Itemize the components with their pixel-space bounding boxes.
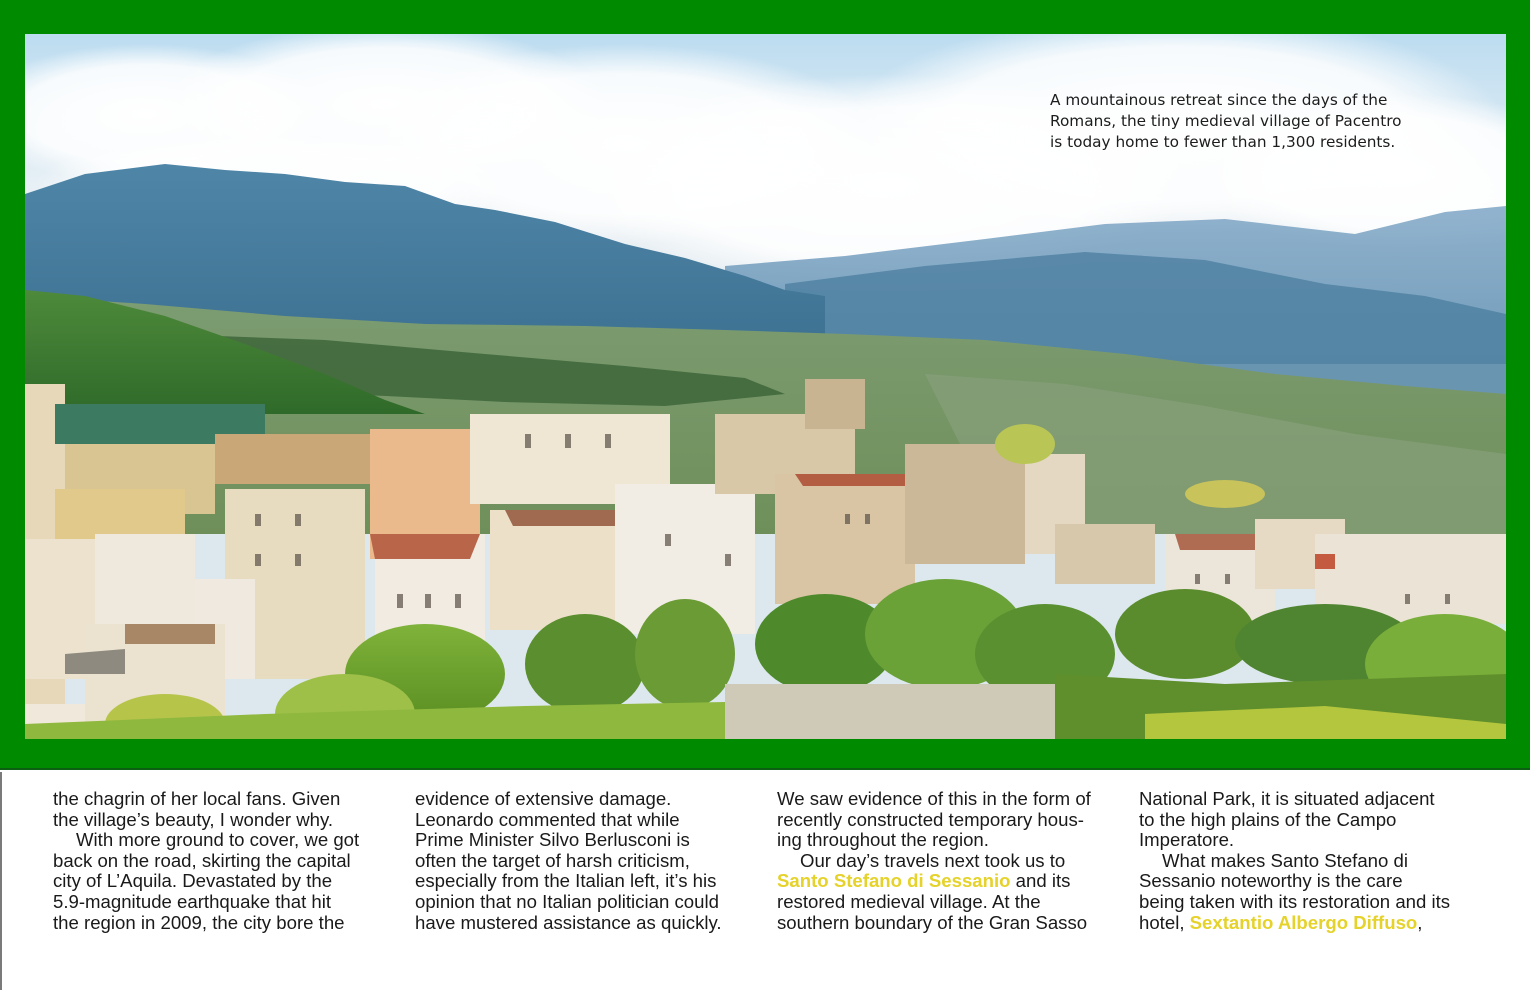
page-edge-divider — [0, 772, 2, 990]
text-line: have mustered assistance as quickly. — [415, 911, 722, 933]
text-line — [777, 871, 1127, 892]
caption-line: Romans, the tiny medieval village of Pacentro — [1050, 112, 1402, 130]
village-photo — [25, 34, 1506, 739]
text-line: the region in 2009, the city bore the — [53, 911, 345, 933]
text-line: restored medieval village. At the — [777, 890, 1041, 912]
text-line: often the target of harsh criticism, — [415, 849, 690, 871]
text-line: back on the road, skirting the capital — [53, 849, 351, 871]
article-column-1 — [53, 789, 403, 933]
photo-caption — [1050, 90, 1470, 153]
text-line: recently constructed temporary hous- — [777, 808, 1084, 830]
text-line: being taken with its restoration and its — [1139, 890, 1451, 912]
text-line: We saw evidence of this in the form of — [777, 788, 1091, 809]
santo-stefano-link[interactable]: Santo Stefano di Sessanio — [777, 870, 1011, 892]
text-fragment: and its — [1010, 870, 1071, 892]
caption-line: is today home to fewer than 1,300 residents. — [1050, 133, 1396, 151]
text-line: to the high plains of the Campo — [1139, 808, 1397, 830]
text-line: the village’s beauty, I wonder why. — [53, 808, 334, 830]
text-line: ing throughout the region. — [777, 829, 989, 851]
text-line: What makes Santo Stefano di — [1162, 849, 1408, 871]
text-line — [1139, 913, 1489, 934]
text-line: National Park, it is situated adjacent — [1139, 788, 1435, 809]
text-line: 5.9-magnitude earthquake that hit — [53, 890, 332, 912]
text-line: evidence of extensive damage. — [415, 788, 672, 809]
text-line: Imperatore. — [1139, 829, 1235, 851]
caption-line: A mountainous retreat since the days of the — [1050, 91, 1388, 109]
text-line: Prime Minister Silvo Berlusconi is — [415, 829, 690, 851]
article-column-4 — [1139, 789, 1489, 933]
text-fragment: , — [1417, 911, 1423, 933]
text-line: Our day’s travels next took us to — [800, 849, 1066, 871]
text-line: Leonardo commented that while — [415, 808, 680, 830]
article-column-3 — [777, 789, 1127, 933]
text-line: especially from the Italian left, it’s his — [415, 870, 717, 892]
text-fragment: hotel, — [1139, 911, 1190, 933]
sextantio-hotel-link[interactable]: Sextantio Albergo Diffuso — [1189, 911, 1418, 933]
text-line: opinion that no Italian politician could — [415, 890, 719, 912]
text-line: With more ground to cover, we got — [76, 829, 360, 851]
text-line: city of L’Aquila. Devastated by the — [53, 870, 333, 892]
article-column-2 — [415, 789, 765, 933]
text-line: the chagrin of her local fans. Given — [53, 788, 341, 809]
text-line: southern boundary of the Gran Sasso — [777, 911, 1088, 933]
text-line: Sessanio noteworthy is the care — [1139, 870, 1403, 892]
